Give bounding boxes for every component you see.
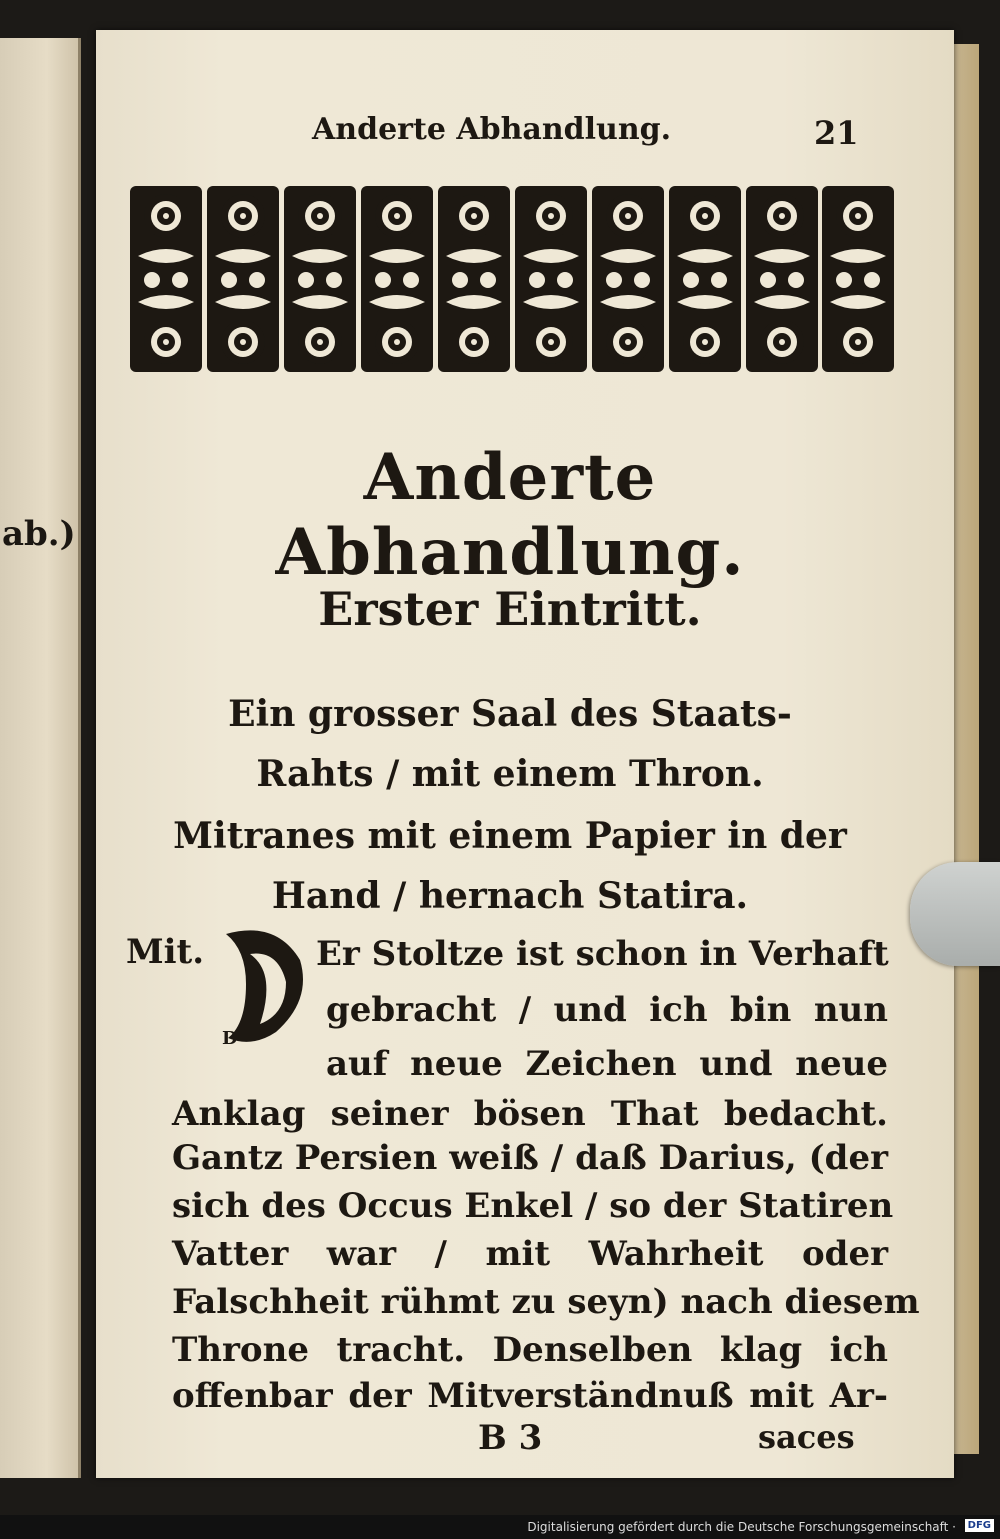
scene-description-line: Ein grosser Saal des Staats- (228, 693, 792, 735)
signature-mark: B 3 (478, 1418, 543, 1458)
facing-page-fragment: ab.) (2, 514, 76, 554)
body-line: Er Stoltze ist schon in Verhaft (316, 934, 889, 974)
body-line: offenbar der Mitverständnuß mit Ar- (172, 1376, 888, 1416)
page-clip-tab (910, 862, 1000, 966)
drop-cap-letter: D (222, 1028, 238, 1049)
body-line: Gantz Persien weiß / daß Darius, (der (172, 1138, 888, 1178)
scene-description (126, 684, 894, 804)
main-heading: Anderte Abhandlung. (275, 440, 745, 590)
scene-description-line: Rahts / mit einem Thron. (256, 753, 764, 795)
persons-on-stage (126, 806, 894, 926)
drop-cap (216, 920, 316, 1050)
speaker-label: Mit. (126, 932, 205, 972)
body-line: auf neue Zeichen und neue (326, 1044, 888, 1084)
footer-note: Digitalisierung gefördert durch die Deutsche Forschungsgemeinschaft · (527, 1520, 956, 1534)
digitization-footer (0, 1515, 1000, 1539)
sub-heading: Erster Eintritt. (318, 582, 702, 636)
persons-line: Hand / hernach Statira. (271, 875, 749, 917)
page-number: 21 (814, 114, 859, 152)
body-line: sich des Occus Enkel / so der Statiren (172, 1186, 894, 1226)
catchword: saces (758, 1418, 855, 1456)
persons-line: Mitranes mit einem Papier in der (173, 815, 847, 857)
dfg-logo: DFG (965, 1519, 994, 1532)
running-head: Anderte Abhandlung. (312, 112, 672, 147)
body-line: Throne tracht. Denselben klag ich (172, 1330, 888, 1370)
body-line: gebracht / und ich bin nun (326, 990, 888, 1030)
floral-ornament-band (130, 186, 894, 372)
body-line: Anklag seiner bösen That bedacht. (172, 1094, 888, 1134)
body-line: Vatter war / mit Wahrheit oder (172, 1234, 888, 1274)
facing-page-edge (0, 38, 81, 1478)
body-line: Falschheit rühmt zu seyn) nach diesem (172, 1282, 920, 1322)
